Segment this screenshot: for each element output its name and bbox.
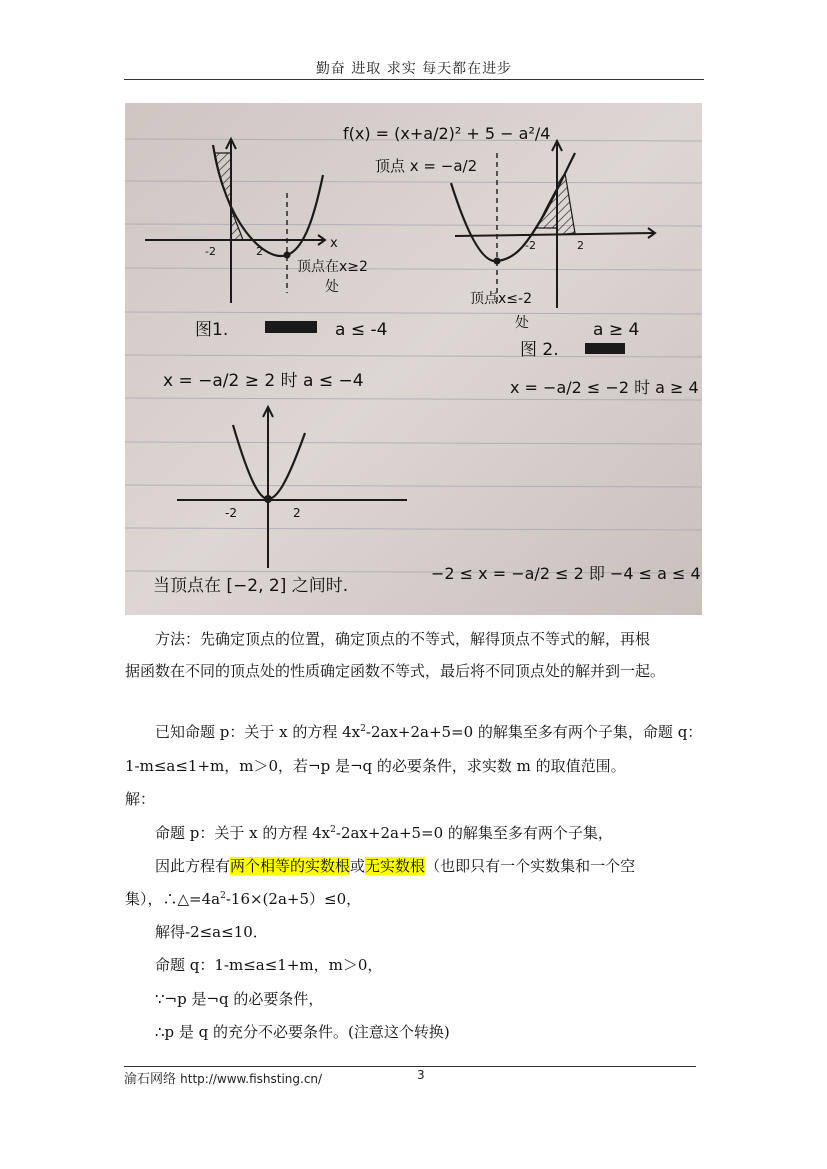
solution-line-p bbox=[125, 822, 737, 844]
highlight-no-real-roots: 无实数根 bbox=[365, 857, 426, 875]
solution-line-therefore: ∴p 是 q 的充分不必要条件。(注意这个转换) bbox=[155, 1023, 450, 1041]
set-exponent: 2 bbox=[220, 891, 226, 901]
function-formula: f(x) = (x+a/2)² + 5 − a²/4 bbox=[343, 124, 551, 143]
graph3-note: 当顶点在 [−2, 2] 之间时. bbox=[153, 576, 349, 596]
solution-label: 解： bbox=[125, 790, 156, 808]
hence-text-a: 因此方程有 bbox=[155, 857, 231, 875]
scribble-cross-out bbox=[265, 321, 317, 333]
footer-url-link[interactable]: http://www.fishsting.cn/ bbox=[180, 1072, 323, 1086]
graph2-vertex-label: 顶点x≤-2 bbox=[470, 291, 532, 307]
page-header-motto: 勤奋 进取 求实 每天都在进步 bbox=[315, 61, 513, 77]
graph1-derivation: x = −a/2 ≥ 2 时 a ≤ −4 bbox=[163, 371, 364, 391]
graph3-tick-neg2: -2 bbox=[225, 506, 237, 520]
set-text-b: -16×(2a+5）≤0， bbox=[225, 890, 362, 908]
vertex-formula-note: 顶点 x = −a/2 bbox=[375, 157, 478, 175]
set-text-a: 集），∴△=4a bbox=[125, 890, 221, 908]
solution-line-solve: 解得-2≤a≤10． bbox=[155, 923, 268, 941]
notebook-sketch bbox=[125, 103, 702, 615]
problem-text-a: 已知命题 p：关于 x 的方程 4x bbox=[155, 723, 361, 741]
method-line-2: 据函数在不同的顶点处的性质确定函数不等式，最后将不同顶点处的解并到一起。 bbox=[125, 662, 666, 680]
graph2-vertex-label-2: 处 bbox=[515, 315, 529, 331]
graph1-condition: a ≤ -4 bbox=[335, 320, 388, 340]
problem-line-2: 1-m≤a≤1+m，m＞0，若¬p 是¬q 的必要条件，求实数 m 的取值范围。 bbox=[125, 757, 626, 775]
hence-text-b: （也即只有一个实数集和一个空 bbox=[425, 857, 636, 875]
solution-line-q: 命题 q：1-m≤a≤1+m，m＞0， bbox=[155, 956, 383, 974]
hence-or: 或 bbox=[350, 857, 366, 875]
problem-line-1 bbox=[125, 721, 737, 743]
graph1-tick-neg2: -2 bbox=[205, 245, 216, 258]
footer-brand: 渝石网络 bbox=[124, 1072, 177, 1087]
problem-exponent: 2 bbox=[360, 724, 366, 734]
graph1-tick-2: 2 bbox=[256, 245, 263, 258]
graph2-derivation: x = −a/2 ≤ −2 时 a ≥ 4 bbox=[510, 378, 699, 397]
graph1-caption: 图1. bbox=[195, 320, 229, 340]
graph2-condition: a ≥ 4 bbox=[593, 320, 640, 340]
graph1-vertex-label: 顶点在x≥2 bbox=[297, 259, 368, 275]
handwritten-notes-photo bbox=[125, 103, 702, 615]
line-p-text-a: 命题 p：关于 x 的方程 4x bbox=[155, 824, 331, 842]
paper-background bbox=[125, 103, 702, 615]
solution-line-because: ∵¬p 是¬q 的必要条件， bbox=[155, 990, 324, 1008]
highlight-equal-roots: 两个相等的实数根 bbox=[230, 857, 351, 875]
method-line-1: 方法：先确定顶点的位置，确定顶点的不等式，解得顶点不等式的解，再根 bbox=[155, 630, 651, 648]
line-p-text-b: -2ax+2a+5=0 的解集至多有两个子集， bbox=[335, 824, 613, 842]
graph3-tick-2: 2 bbox=[293, 506, 301, 520]
page-footer bbox=[124, 1068, 696, 1087]
graph1-axis-label: x bbox=[330, 236, 338, 251]
problem-text-b: -2ax+2a+5=0 的解集至多有两个子集，命题 q： bbox=[365, 723, 703, 741]
solution-line-set bbox=[125, 888, 707, 910]
solution-line-hence bbox=[125, 855, 737, 877]
graph1-vertex-label-2: 处 bbox=[325, 279, 339, 295]
graph2-tick-neg2: -2 bbox=[525, 239, 536, 252]
graph3-derivation: −2 ≤ x = −a/2 ≤ 2 即 −4 ≤ a ≤ 4 bbox=[431, 564, 701, 583]
graph2-caption: 图 2. bbox=[520, 340, 559, 360]
page-number: 3 bbox=[417, 1068, 425, 1082]
graph2-tick-2: 2 bbox=[577, 239, 584, 252]
scribble-cross-out-2 bbox=[585, 343, 625, 354]
footer-divider bbox=[124, 1066, 696, 1067]
header-divider bbox=[124, 79, 704, 80]
line-p-exponent: 2 bbox=[330, 825, 336, 835]
